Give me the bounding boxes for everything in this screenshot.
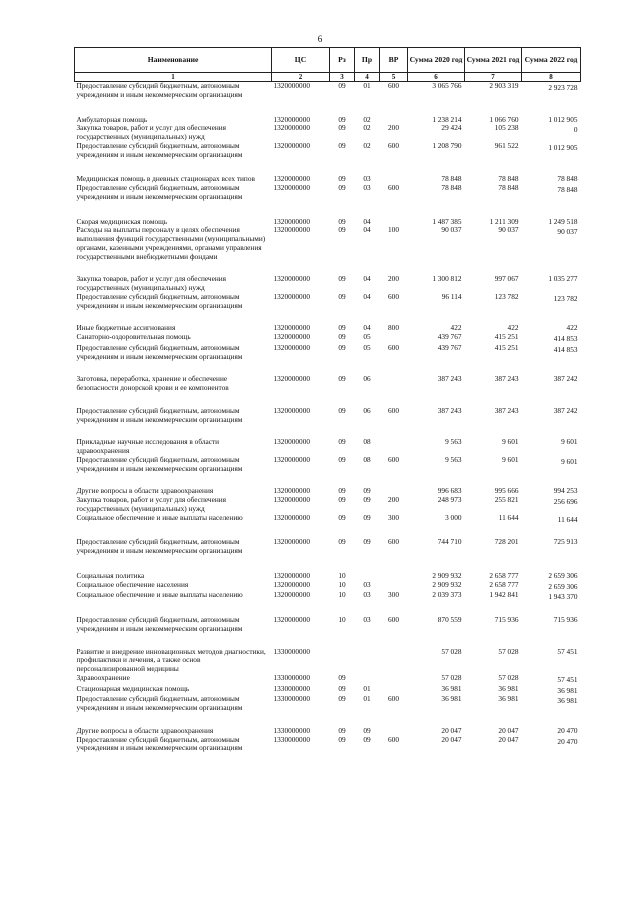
cell-cs: 1320000000: [273, 405, 310, 415]
cell-s1: 2 909 932: [432, 570, 462, 580]
cell-s3: 256 696: [553, 497, 578, 507]
cell-s3: 414 853: [553, 334, 578, 344]
cell-rz: 09: [338, 694, 346, 704]
cell-s2: 57 028: [498, 672, 519, 682]
cell-cs: 1320000000: [273, 579, 310, 589]
cell-s2: 57 028: [498, 646, 519, 656]
cell-cs: 1320000000: [273, 174, 310, 184]
cell-s2: 2 903 319: [489, 81, 519, 91]
cell-vr: 600: [388, 140, 399, 150]
cell-cs: 1320000000: [273, 374, 310, 384]
cell-cs: 1320000000: [273, 486, 310, 496]
cell-name: Предоставление субсидий бюджетным, автономным учреждениям и иным некоммерческим организациям: [76, 183, 243, 201]
cell-s3: 2 659 306: [548, 581, 578, 591]
cell-rz: 09: [338, 454, 346, 464]
cell-pr: 01: [363, 683, 371, 693]
cell-s3: 57 451: [557, 674, 578, 684]
cell-name: Социальное обеспечение и иные выплаты населению: [76, 512, 243, 522]
table-row: [75, 634, 581, 674]
cell-name: Предоставление субсидий бюджетным, автономным учреждениям и иным некоммерческим организациям: [76, 694, 243, 713]
cell-rz: 09: [338, 274, 346, 284]
cell-name: Иные бюджетные ассигнования: [76, 323, 176, 333]
cell-pr: 08: [363, 437, 371, 447]
header-cs: ЦС: [272, 48, 330, 73]
cell-vr: 600: [388, 537, 399, 547]
cell-rz: 09: [338, 537, 346, 547]
table-row: [75, 591, 581, 602]
cell-s3: 11 644: [557, 514, 578, 524]
cell-s2: 387 243: [494, 374, 519, 384]
table-row: [75, 713, 581, 736]
cell-name: Другие вопросы в области здравоохранения: [76, 486, 214, 496]
cell-s1: 870 559: [437, 615, 462, 625]
cell-s1: 1 208 790: [432, 140, 462, 150]
cell-vr: 100: [388, 225, 399, 235]
budget-table: [74, 47, 581, 753]
cell-s3: 1 943 370: [548, 592, 578, 602]
column-number: 6: [408, 73, 465, 82]
table-row: [75, 310, 581, 333]
cell-cs: 1320000000: [273, 332, 310, 342]
cell-s2: 387 243: [494, 405, 519, 415]
cell-s1: 744 710: [437, 537, 462, 547]
cell-vr: [380, 634, 408, 674]
cell-name: Закупка товаров, работ и услуг для обеспечения государственных (муниципальных) нужд: [76, 495, 226, 513]
cell-s2: 1 211 309: [489, 216, 519, 226]
cell-vr: 600: [388, 291, 399, 301]
table-row: [75, 361, 581, 393]
cell-cs: 1320000000: [273, 570, 310, 580]
cell-s3: 2 659 306: [548, 570, 578, 580]
cell-s1: 1 300 812: [432, 274, 462, 284]
table-row: [75, 142, 581, 160]
cell-s2: 728 201: [494, 537, 519, 547]
cell-vr: 600: [388, 81, 399, 91]
cell-s3: 20 470: [557, 736, 578, 746]
cell-s2: 961 522: [494, 140, 519, 150]
cell-cs: 1320000000: [273, 114, 310, 124]
column-number: 4: [355, 73, 380, 82]
cell-s2: 36 981: [498, 683, 519, 693]
cell-s1: 3 000: [445, 512, 462, 522]
cell-vr: 600: [388, 342, 399, 352]
cell-s2: 2 658 777: [489, 579, 519, 589]
cell-s3: 36 981: [557, 696, 578, 706]
cell-rz: 09: [338, 495, 346, 505]
cell-vr: 800: [388, 323, 399, 333]
cell-pr: 03: [363, 183, 371, 193]
cell-name: Социальное обеспечение населения: [76, 579, 189, 589]
cell-s1: 20 047: [441, 734, 462, 744]
cell-rz: 09: [338, 683, 346, 693]
cell-name: Предоставление субсидий бюджетным, автономным учреждениям и иным некоммерческим организациям: [76, 291, 243, 310]
cell-s1: 422: [450, 323, 462, 333]
cell-pr: 02: [363, 114, 371, 124]
cell-name: Предоставление субсидий бюджетным, автономным учреждениям и иным некоммерческим организациям: [76, 734, 243, 753]
cell-s3: 57 451: [557, 646, 578, 656]
cell-s1: 9 563: [445, 454, 462, 464]
cell-s1: 9 563: [445, 437, 462, 447]
column-number: 1: [75, 73, 272, 82]
cell-rz: 10: [338, 579, 346, 589]
cell-vr: 600: [388, 694, 399, 704]
cell-vr: 600: [388, 183, 399, 193]
cell-name: Предоставление субсидий бюджетным, автономным учреждениям и иным некоммерческим организациям: [76, 81, 243, 99]
cell-pr: 01: [363, 694, 371, 704]
table-row: [75, 556, 581, 581]
cell-cs: 1330000000: [273, 694, 310, 704]
cell-cs: 1320000000: [273, 274, 310, 284]
table-row: [75, 496, 581, 514]
cell-cs: 1320000000: [273, 123, 310, 133]
cell-rz: 10: [338, 615, 346, 625]
cell-vr: [380, 361, 408, 393]
cell-pr: 04: [363, 291, 371, 301]
table-row: [75, 124, 581, 142]
cell-cs: 1320000000: [273, 512, 310, 522]
cell-name: Предоставление субсидий бюджетным, автономным учреждениям и иным некоммерческим организациям: [76, 454, 243, 473]
cell-pr: 06: [363, 405, 371, 415]
cell-pr: 05: [363, 342, 371, 352]
cell-name: Предоставление субсидий бюджетным, автономным учреждениям и иным некоммерческим организациям: [76, 342, 243, 361]
cell-s1: 2 909 932: [432, 579, 462, 589]
cell-cs: 1320000000: [273, 615, 310, 625]
cell-s3: 387 242: [553, 405, 578, 415]
cell-s2: 78 848: [498, 174, 519, 184]
cell-s2: 123 782: [494, 291, 519, 301]
cell-pr: 09: [363, 512, 371, 522]
cell-vr: [380, 100, 408, 125]
cell-s2: 36 981: [498, 694, 519, 704]
page-number: 6: [317, 34, 323, 44]
cell-cs: 1330000000: [273, 725, 310, 735]
cell-s1: 96 114: [441, 291, 462, 301]
cell-s2: 415 251: [494, 332, 519, 342]
cell-s3: 1 249 518: [548, 216, 578, 226]
cell-pr: 04: [363, 225, 371, 235]
table-row: [75, 293, 581, 311]
cell-pr: 02: [363, 123, 371, 133]
header-sum-2022: Сумма 2022 год: [522, 48, 581, 73]
cell-rz: 09: [338, 183, 346, 193]
cell-rz: 09: [338, 225, 346, 235]
cell-s1: 439 767: [437, 342, 462, 352]
cell-rz: 10: [338, 590, 346, 600]
cell-s3: 387 242: [553, 374, 578, 384]
cell-rz: 09: [338, 216, 346, 226]
cell-pr: 04: [363, 216, 371, 226]
cell-pr: 09: [363, 725, 371, 735]
cell-vr: [380, 159, 408, 184]
cell-pr: 03: [363, 590, 371, 600]
cell-s2: 2 658 777: [489, 570, 519, 580]
cell-pr: 01: [363, 81, 371, 91]
cell-rz: 09: [338, 734, 346, 744]
cell-s2: 78 848: [498, 183, 519, 193]
cell-pr: [355, 556, 380, 581]
cell-s1: 57 028: [441, 672, 462, 682]
cell-s3: 9 601: [561, 456, 578, 466]
cell-s1: 36 981: [441, 694, 462, 704]
cell-name: Социальное обеспечение и иные выплаты населению: [76, 590, 243, 600]
cell-rz: 09: [338, 342, 346, 352]
cell-s2: 1 942 841: [489, 590, 519, 600]
cell-s1: 29 424: [441, 123, 462, 133]
cell-cs: 1320000000: [273, 225, 310, 235]
table-header-row: [75, 48, 581, 73]
cell-rz: 09: [338, 81, 346, 91]
cell-cs: 1330000000: [273, 646, 310, 656]
cell-s1: 1 487 385: [432, 216, 462, 226]
cell-rz: 09: [338, 405, 346, 415]
cell-s2: 997 067: [494, 274, 519, 284]
cell-rz: 09: [338, 512, 346, 522]
cell-pr: 03: [363, 174, 371, 184]
table-row: [75, 602, 581, 634]
cell-s1: 387 243: [437, 374, 462, 384]
cell-vr: 200: [388, 123, 399, 133]
cell-vr: 600: [388, 405, 399, 415]
cell-vr: [380, 556, 408, 581]
cell-cs: 1320000000: [273, 81, 310, 91]
cell-cs: 1320000000: [273, 291, 310, 301]
cell-s1: 78 848: [441, 174, 462, 184]
cell-s3: 725 913: [553, 537, 578, 547]
table-row: [75, 82, 581, 100]
cell-cs: 1320000000: [273, 323, 310, 333]
cell-rz: 09: [338, 323, 346, 333]
cell-vr: [380, 674, 408, 685]
cell-s3: 78 848: [557, 185, 578, 195]
cell-vr: 600: [388, 734, 399, 744]
cell-cs: 1320000000: [273, 216, 310, 226]
cell-s3: 78 848: [557, 174, 578, 184]
cell-cs: 1320000000: [273, 342, 310, 352]
table-row: [75, 100, 581, 125]
cell-s1: 996 683: [437, 486, 462, 496]
header-rz: Рз: [330, 48, 355, 73]
cell-vr: 200: [388, 274, 399, 284]
cell-vr: [380, 424, 408, 456]
table-row: [75, 344, 581, 362]
cell-name: Предоставление субсидий бюджетным, автономным учреждениям и иным некоммерческим организациям: [76, 537, 243, 556]
cell-pr: 03: [363, 579, 371, 589]
column-number: 2: [272, 73, 330, 82]
cell-s1: 387 243: [437, 405, 462, 415]
cell-s2: 105 238: [494, 123, 519, 133]
cell-cs: 1320000000: [273, 437, 310, 447]
cell-cs: 1330000000: [273, 734, 310, 744]
table-body: [75, 82, 581, 754]
cell-s1: 2 039 373: [432, 590, 462, 600]
table-row: [75, 695, 581, 713]
table-row: [75, 456, 581, 474]
cell-vr: 600: [388, 615, 399, 625]
cell-pr: 09: [363, 734, 371, 744]
table-row: [75, 514, 581, 525]
cell-pr: 09: [363, 495, 371, 505]
cell-vr: [380, 713, 408, 736]
cell-rz: 09: [338, 486, 346, 496]
table-row: [75, 202, 581, 227]
cell-s3: 90 037: [557, 227, 578, 237]
cell-s2: 995 666: [494, 486, 519, 496]
cell-s2: 422: [507, 323, 519, 333]
cell-vr: 300: [388, 512, 399, 522]
cell-rz: 09: [338, 174, 346, 184]
cell-s2: 715 936: [494, 615, 519, 625]
cell-s1: 248 973: [437, 495, 462, 505]
header-name: Наименование: [75, 48, 272, 73]
cell-vr: 300: [388, 590, 399, 600]
table-row: [75, 159, 581, 184]
cell-pr: [355, 674, 380, 685]
cell-s3: 422: [566, 323, 578, 333]
cell-s1: 36 981: [441, 683, 462, 693]
cell-name: Социальная политика: [76, 570, 145, 580]
cell-s2: 1 066 760: [489, 114, 519, 124]
cell-pr: 03: [363, 615, 371, 625]
cell-cs: 1320000000: [273, 140, 310, 150]
cell-s1: 439 767: [437, 332, 462, 342]
cell-s1: 90 037: [441, 225, 462, 235]
cell-pr: [355, 634, 380, 674]
cell-s3: 414 853: [553, 344, 578, 354]
cell-name: Амбулаторная помощь: [76, 114, 148, 124]
cell-s2: 415 251: [494, 342, 519, 352]
cell-name: Предоставление субсидий бюджетным, автономным учреждениям и иным некоммерческим организациям: [76, 615, 243, 633]
cell-pr: 04: [363, 323, 371, 333]
cell-s3: 715 936: [553, 615, 578, 625]
cell-pr: 09: [363, 486, 371, 496]
cell-s3: 123 782: [553, 293, 578, 303]
cell-name: Санаторно-оздоровительная помощь: [76, 332, 191, 342]
table-row: [75, 226, 581, 261]
cell-name: Предоставление субсидий бюджетным, автономным учреждениям и иным некоммерческим организациям: [76, 140, 243, 159]
column-number: 8: [522, 73, 581, 82]
cell-s2: 20 047: [498, 734, 519, 744]
cell-name: Другие вопросы в области здравоохранения: [76, 725, 214, 735]
table-row: [75, 261, 581, 293]
cell-vr: [380, 473, 408, 496]
cell-s3: 1 012 905: [548, 142, 578, 152]
cell-rz: [330, 634, 355, 674]
header-sum-2021: Сумма 2021 год: [465, 48, 522, 73]
cell-name: Прикладные научные исследования в области здравоохранения: [76, 437, 220, 456]
cell-s1: 57 028: [441, 646, 462, 656]
cell-pr: 02: [363, 140, 371, 150]
cell-s3: 1 012 905: [548, 114, 578, 124]
cell-s2: 255 821: [494, 495, 519, 505]
cell-rz: 09: [338, 291, 346, 301]
cell-s1: 3 065 766: [432, 81, 462, 91]
cell-pr: 06: [363, 374, 371, 384]
column-number: 5: [380, 73, 408, 82]
cell-pr: 09: [363, 537, 371, 547]
cell-s3: 1 035 277: [548, 274, 578, 284]
cell-name: Стационарная медицинская помощь: [76, 683, 190, 693]
cell-s3: 0: [573, 125, 578, 135]
cell-cs: 1330000000: [273, 672, 310, 682]
cell-s1: 78 848: [441, 183, 462, 193]
table-row: [75, 736, 581, 754]
cell-name: Закупка товаров, работ и услуг для обеспечения государственных (муниципальных) нужд: [76, 123, 226, 142]
cell-name: Заготовка, переработка, хранение и обеспечение безопасности донорской крови и ее компонентов: [76, 374, 229, 393]
table-row: [75, 184, 581, 202]
cell-vr: 200: [388, 495, 399, 505]
cell-s1: 1 238 214: [432, 114, 462, 124]
cell-s2: 20 047: [498, 725, 519, 735]
table-row: [75, 473, 581, 496]
column-number: 7: [465, 73, 522, 82]
cell-vr: 600: [388, 454, 399, 464]
header-pr: Пр: [355, 48, 380, 73]
cell-rz: 09: [338, 123, 346, 133]
table-row: [75, 674, 581, 685]
cell-vr: [380, 202, 408, 227]
cell-s3: 20 470: [557, 725, 578, 735]
cell-pr: 05: [363, 332, 371, 342]
cell-s2: 9 601: [502, 437, 519, 447]
cell-name: Скорая медицинская помощь: [76, 216, 168, 226]
cell-s2: 90 037: [498, 225, 519, 235]
cell-name: Закупка товаров, работ и услуг для обеспечения государственных (муниципальных) нужд: [76, 274, 226, 293]
cell-rz: 10: [338, 570, 346, 580]
cell-pr: 08: [363, 454, 371, 464]
cell-name: Предоставление субсидий бюджетным, автономным учреждениям и иным некоммерческим организациям: [76, 405, 243, 424]
header-sum-2020: Сумма 2020 год: [408, 48, 465, 73]
cell-s3: 2 923 728: [548, 83, 578, 93]
cell-name: Развитие и внедрение инновационных методов диагностики, профилактики и лечения, а также основ персонализированной медицины: [76, 646, 266, 674]
cell-cs: 1320000000: [273, 590, 310, 600]
cell-name: Расходы на выплаты персоналу в целях обеспечения выполнения функций государственными (муниципальными) органами, казенными учреждениями, органами управления государственными внебюджетными фондами: [76, 225, 266, 261]
cell-cs: 1320000000: [273, 183, 310, 193]
cell-rz: 09: [338, 114, 346, 124]
cell-rz: 09: [338, 672, 346, 682]
cell-s2: 9 601: [502, 454, 519, 464]
cell-rz: 09: [338, 332, 346, 342]
cell-name: Медицинская помощь в дневных стационарах всех типов: [76, 174, 255, 184]
cell-cs: 1320000000: [273, 454, 310, 464]
cell-name: Здравоохранение: [76, 672, 130, 682]
cell-rz: 09: [338, 437, 346, 447]
cell-cs: 1320000000: [273, 495, 310, 505]
cell-cs: 1330000000: [273, 683, 310, 693]
cell-rz: 09: [338, 140, 346, 150]
table-row: [75, 524, 581, 556]
cell-rz: 09: [338, 725, 346, 735]
cell-cs: 1320000000: [273, 537, 310, 547]
table-row: [75, 393, 581, 425]
cell-rz: 09: [338, 374, 346, 384]
header-vr: ВР: [380, 48, 408, 73]
column-number: 3: [330, 73, 355, 82]
cell-s3: 994 253: [553, 486, 578, 496]
table-row: [75, 424, 581, 456]
cell-s1: 20 047: [441, 725, 462, 735]
cell-s3: 9 601: [561, 437, 578, 447]
cell-pr: 04: [363, 274, 371, 284]
cell-s3: 36 981: [557, 685, 578, 695]
cell-s2: 11 644: [498, 512, 519, 522]
